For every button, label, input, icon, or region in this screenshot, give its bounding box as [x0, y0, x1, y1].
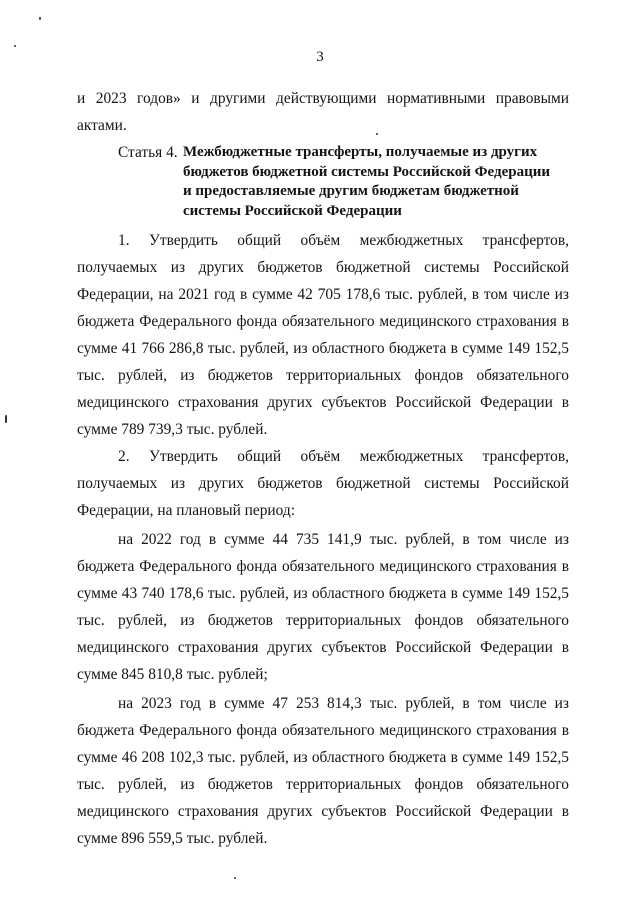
article-heading: [77, 143, 569, 221]
article-title: Межбюджетные трансферты, получаемые из других бюджетов бюджетной системы Российской Федерации и предоставляемые другим бюджетам бюджетной системы Российской Федерации: [183, 144, 551, 219]
intro-paragraph: и 2023 годов» и другими действующими нормативными правовыми актами.: [77, 90, 569, 134]
scan-speck: [39, 17, 41, 20]
paragraph-2023: на 2023 год в сумме 47 253 814,3 тыс. рублей, в том числе из бюджета Федерального фонда обязательного медицинского страхования в сумме 46 208 102,3 тыс. рублей, из областного бюджета в сумме 149 152,5 тыс. рублей, из бюджетов территориальных фондов обязательного медицинского страхования других субъектов Российской Федерации в сумме 896 559,5 тыс. рублей.: [77, 695, 569, 847]
scan-speck: [14, 45, 16, 47]
paragraph-2022: на 2022 год в сумме 44 735 141,9 тыс. рублей, в том числе из бюджета Федерального фонда обязательного медицинского страхования в сумме 43 740 178,6 тыс. рублей, из областного бюджета в сумме 149 152,5 тыс. рублей, из бюджетов территориальных фондов обязательного медицинского страхования других субъектов Российской Федерации в сумме 845 810,8 тыс. рублей;: [77, 531, 569, 683]
scan-speck: [234, 877, 236, 879]
scan-speck: [5, 415, 7, 423]
document-body: [77, 85, 569, 852]
paragraph-1: 1. Утвердить общий объём межбюджетных трансфертов, получаемых из других бюджетов бюджетной системы Российской Федерации, на 2021 год в сумме 42 705 178,6 тыс. рублей, в том числе из бюджета Федерального фонда обязательного медицинского страхования в сумме 41 766 286,8 тыс. рублей, из областного бюджета в сумме 149 152,5 тыс. рублей, из бюджетов территориальных фондов обязательного медицинского страхования других субъектов Российской Федерации в сумме 789 739,3 тыс. рублей.: [77, 232, 569, 438]
article-label: Статья 4.: [118, 144, 178, 161]
page-number: 3: [316, 49, 324, 65]
paragraph-2: 2. Утвердить общий объём межбюджетных трансфертов, получаемых из других бюджетов бюджетной системы Российской Федерации, на плановый период:: [77, 448, 569, 519]
